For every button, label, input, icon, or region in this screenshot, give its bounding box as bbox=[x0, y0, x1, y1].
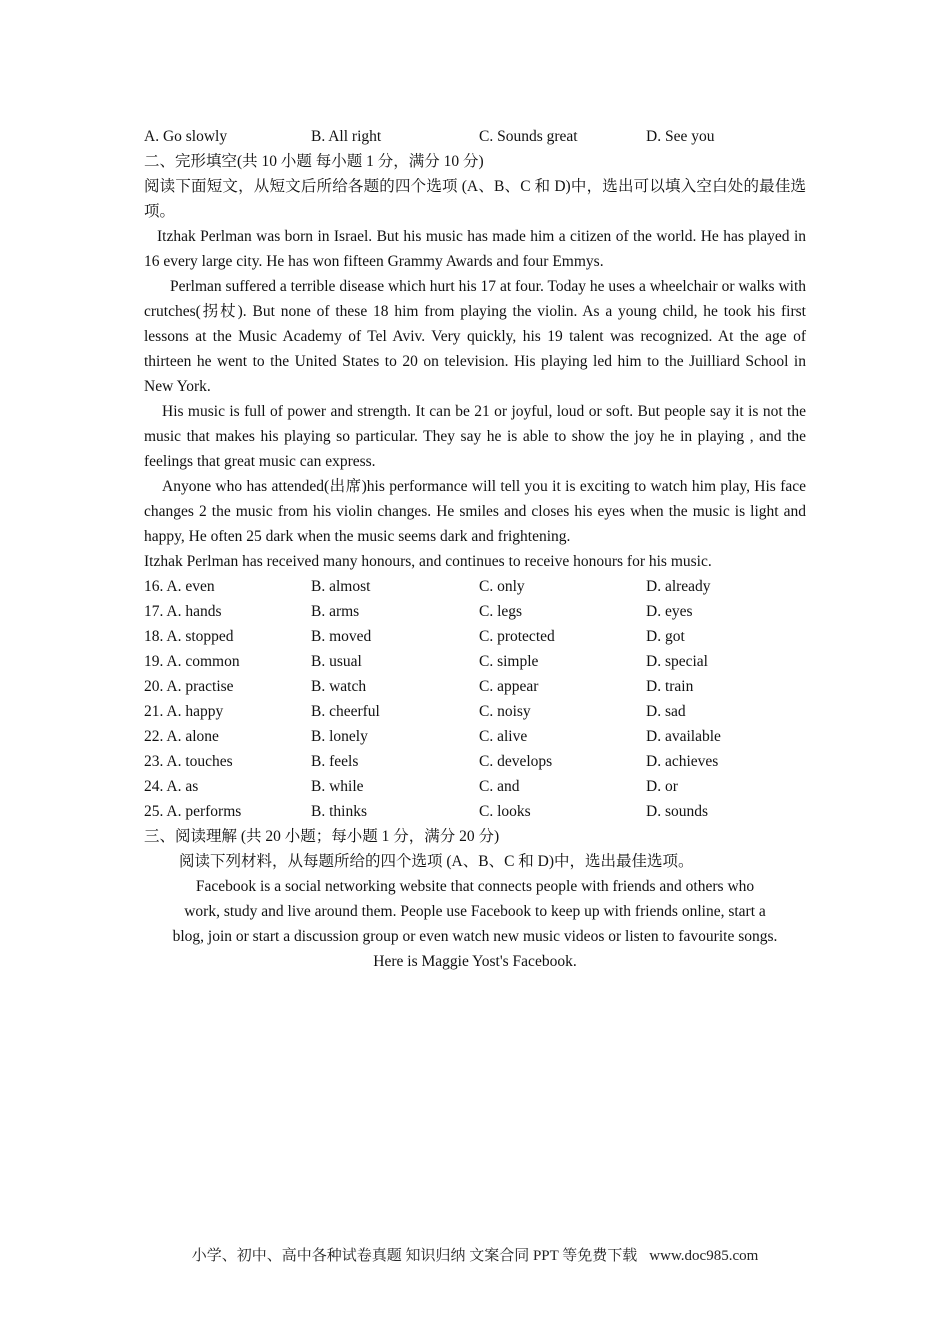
option: C. Sounds great bbox=[479, 128, 578, 145]
passage-paragraph: His music is full of power and strength. It can be 21 or joyful, loud or soft. But people say it is not the music that makes his playing so particular. They say he is able to show the joy he in playing , and the feelings that great music can express. bbox=[144, 403, 806, 470]
question-option: 17. A. hands bbox=[144, 603, 222, 620]
passage-paragraph: Perlman suffered a terrible disease which hurt his 17 at four. Today he uses a wheelchair or walks with crutches(拐杖). But none of these 18 him from playing the violin. As a young child, he took his first lessons at the Music Academy of Tel Aviv. Very quickly, his 19 talent was recognized. At the age of thirteen he went to the United States to 20 on television. His playing led him to the Juilliard School in New York. bbox=[144, 278, 806, 395]
option: A. Go slowly bbox=[144, 128, 228, 145]
passage-paragraph: Itzhak Perlman has received many honours, and continues to receive honours for his music. bbox=[144, 553, 712, 570]
footer-url[interactable]: www.doc985.com bbox=[649, 1248, 759, 1264]
question-option: C. legs bbox=[479, 603, 523, 620]
question-option: 19. A. common bbox=[144, 653, 240, 670]
question-option: C. develops bbox=[479, 753, 553, 770]
question-option: C. only bbox=[479, 578, 525, 595]
page-footer bbox=[0, 1244, 950, 1265]
question-option: D. train bbox=[646, 678, 694, 695]
q15-options bbox=[144, 124, 806, 149]
option: B. All right bbox=[311, 128, 382, 145]
question-option: B. usual bbox=[311, 653, 362, 670]
question-option: D. got bbox=[646, 628, 685, 645]
question-option: C. looks bbox=[479, 803, 531, 820]
question-option: B. watch bbox=[311, 678, 367, 695]
reading-intro-line: Facebook is a social networking website that connects people with friends and others who bbox=[195, 878, 755, 895]
question-option: D. or bbox=[646, 778, 678, 795]
question-option: D. eyes bbox=[646, 603, 693, 620]
question-option: B. cheerful bbox=[311, 703, 380, 720]
question-option: 22. A. alone bbox=[144, 728, 219, 745]
question-option: B. thinks bbox=[311, 803, 367, 820]
question-option: 20. A. practise bbox=[144, 678, 234, 695]
question-option: D. sounds bbox=[646, 803, 709, 820]
reading-intro-line: work, study and live around them. People use Facebook to keep up with friends online, start a bbox=[184, 903, 766, 920]
reading-intro-line: Here is Maggie Yost's Facebook. bbox=[373, 953, 577, 970]
question-option: C. protected bbox=[479, 628, 555, 645]
question-option: 18. A. stopped bbox=[144, 628, 234, 645]
question-option: C. and bbox=[479, 778, 520, 795]
question-option: B. feels bbox=[311, 753, 359, 770]
question-option: B. moved bbox=[311, 628, 372, 645]
question-option: B. lonely bbox=[311, 728, 368, 745]
section3-heading: 三、阅读理解 (共 20 小题；每小题 1 分，满分 20 分) bbox=[144, 828, 500, 845]
section2-heading: 二、完形填空(共 10 小题 每小题 1 分，满分 10 分) bbox=[144, 153, 484, 170]
question-option: C. noisy bbox=[479, 703, 531, 720]
question-list bbox=[144, 574, 806, 824]
question-option: C. simple bbox=[479, 653, 539, 670]
question-option: 21. A. happy bbox=[144, 703, 224, 720]
question-option: D. available bbox=[646, 728, 721, 745]
question-option: D. achieves bbox=[646, 753, 719, 770]
question-option: 25. A. performs bbox=[144, 803, 242, 820]
question-option: D. special bbox=[646, 653, 708, 670]
question-option: 16. A. even bbox=[144, 578, 215, 595]
passage-paragraph: Itzhak Perlman was born in Israel. But his music has made him a citizen of the world. He has played in 16 every large city. He has won fifteen Grammy Awards and four Emmys. bbox=[144, 228, 806, 270]
question-option: B. almost bbox=[311, 578, 371, 595]
reading-intro-line: blog, join or start a discussion group or even watch new music videos or listen to favourite songs. bbox=[172, 928, 778, 945]
question-option: C. appear bbox=[479, 678, 539, 695]
question-option: B. while bbox=[311, 778, 364, 795]
question-option: B. arms bbox=[311, 603, 360, 620]
section2-instruction: 阅读下面短文，从短文后所给各题的四个选项 (A、B、C 和 D)中，选出可以填入空白处的最佳选项。 bbox=[144, 178, 806, 220]
question-option: C. alive bbox=[479, 728, 528, 745]
question-option: 24. A. as bbox=[144, 778, 199, 795]
question-option: 23. A. touches bbox=[144, 753, 233, 770]
footer-text: 小学、初中、高中各种试卷真题 知识归纳 文案合同 PPT 等免费下载 bbox=[191, 1248, 638, 1264]
section3-instruction: 阅读下列材料，从每题所给的四个选项 (A、B、C 和 D)中，选出最佳选项。 bbox=[179, 853, 694, 870]
passage-paragraph: Anyone who has attended(出席)his performance will tell you it is exciting to watch him play, His face changes 2 the music from his violin changes. He smiles and closes his eyes when the music is light and happy, He often 25 dark when the music seems dark and frightening. bbox=[144, 478, 806, 545]
exam-page bbox=[144, 124, 806, 974]
option: D. See you bbox=[646, 128, 715, 145]
question-option: D. already bbox=[646, 578, 711, 595]
question-option: D. sad bbox=[646, 703, 686, 720]
